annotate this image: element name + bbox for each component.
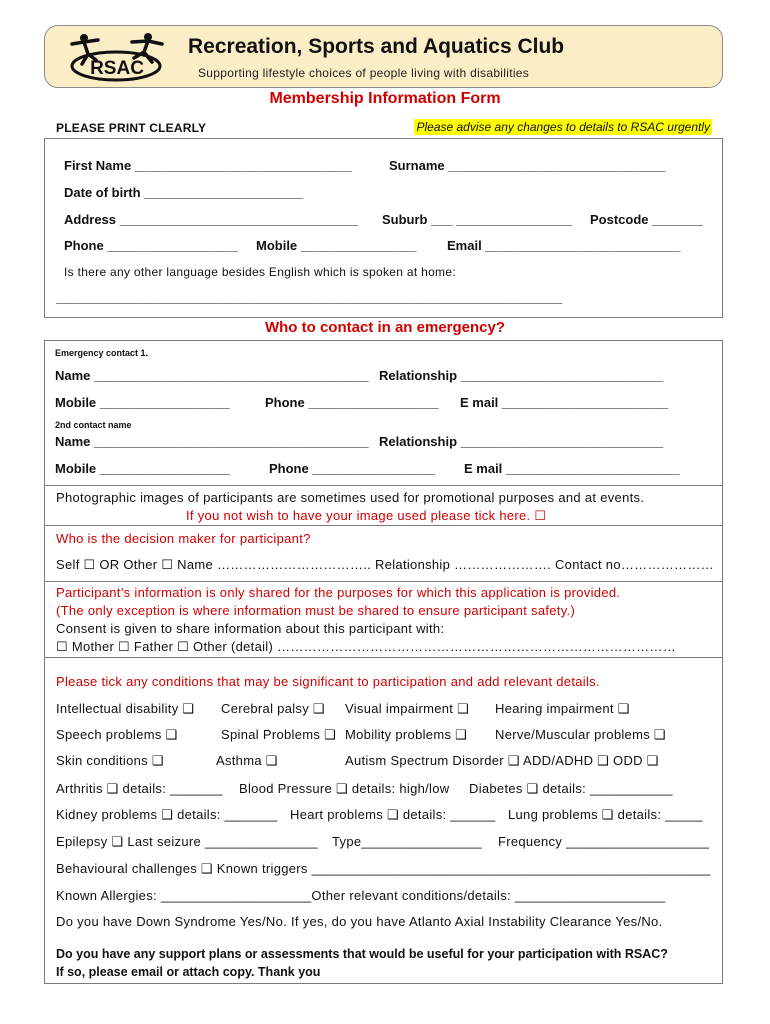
print-clearly-note: PLEASE PRINT CLEARLY xyxy=(56,121,207,135)
email-field[interactable]: Email ___________________________ xyxy=(447,238,681,253)
advise-note: Please advise any changes to details to RSAC urgently xyxy=(416,120,710,134)
emergency2-phone-field[interactable]: Phone _________________ xyxy=(269,461,436,476)
emergency2-relationship-field[interactable]: Relationship ____________________________ xyxy=(379,434,664,449)
emergency-contact2-label: 2nd contact name xyxy=(55,420,132,430)
condition-mobility[interactable]: Mobility problems ❑ xyxy=(345,727,468,742)
club-title: Recreation, Sports and Aquatics Club xyxy=(188,35,565,58)
emergency1-relationship-field[interactable]: Relationship ____________________________ xyxy=(379,368,664,383)
condition-diabetes[interactable]: Diabetes ❑ details: ___________ xyxy=(469,781,673,796)
emergency2-email-field[interactable]: E mail ________________________ xyxy=(464,461,680,476)
emergency1-mobile-field[interactable]: Mobile __________________ xyxy=(55,395,230,410)
decision-maker-question: Who is the decision maker for participant? xyxy=(56,531,311,546)
condition-blood-pressure[interactable]: Blood Pressure ❑ details: high/low xyxy=(239,781,450,796)
condition-skin[interactable]: Skin conditions ❑ xyxy=(56,753,164,768)
condition-lung[interactable]: Lung problems ❑ details: _____ xyxy=(508,807,703,822)
phone-field[interactable]: Phone __________________ xyxy=(64,238,238,253)
photo-consent-text: Photographic images of participants are sometimes used for promotional purposes and at events. xyxy=(56,490,645,505)
privacy-line-1: Participant’s information is only shared for the purposes for which this application is provided. xyxy=(56,585,621,600)
address-field[interactable]: Address _________________________________ xyxy=(64,212,359,227)
allergies-field[interactable]: Known Allergies: ____________________Other relevant conditions/details: ____________________ xyxy=(56,888,666,903)
language-field[interactable]: ______________________________________________________________________ xyxy=(56,290,563,305)
first-name-field[interactable]: First Name ______________________________ xyxy=(64,158,352,173)
support-plans-note: If so, please email or attach copy. Thank you xyxy=(56,965,321,979)
emergency-title: Who to contact in an emergency? xyxy=(264,319,506,336)
logo-text: RSAC xyxy=(90,58,144,79)
condition-kidney[interactable]: Kidney problems ❑ details: _______ xyxy=(56,807,278,822)
photo-optout-checkbox[interactable]: If you not wish to have your image used please tick here. ☐ xyxy=(186,508,547,523)
form-title: Membership Information Form xyxy=(269,90,501,107)
language-question: Is there any other language besides English which is spoken at home: xyxy=(64,265,456,279)
condition-autism-add-odd[interactable]: Autism Spectrum Disorder ❑ ADD/ADHD ❑ ODD ❑ xyxy=(345,753,659,768)
epilepsy-type-field[interactable]: Type________________ xyxy=(332,834,482,849)
condition-nerve-muscular[interactable]: Nerve/Muscular problems ❑ xyxy=(495,727,666,742)
consent-options[interactable]: ☐ Mother ☐ Father ☐ Other (detail) ……………………………………………………………………………… xyxy=(56,639,677,654)
emergency1-name-field[interactable]: Name ______________________________________ xyxy=(55,368,369,383)
decision-maker-fields[interactable]: Self ☐ OR Other ☐ Name …………………………….. Relationship …………………. Contact no………………… xyxy=(56,557,714,572)
condition-visual[interactable]: Visual impairment ❑ xyxy=(345,701,470,716)
suburb-field[interactable]: Suburb ___ ________________ xyxy=(382,212,573,227)
condition-speech[interactable]: Speech problems ❑ xyxy=(56,727,178,742)
emergency2-name-field[interactable]: Name ______________________________________ xyxy=(55,434,369,449)
condition-cerebral-palsy[interactable]: Cerebral palsy ❑ xyxy=(221,701,325,716)
condition-spinal[interactable]: Spinal Problems ❑ xyxy=(221,727,337,742)
condition-epilepsy[interactable]: Epilepsy ❑ Last seizure _______________ xyxy=(56,834,318,849)
epilepsy-frequency-field[interactable]: Frequency ___________________ xyxy=(498,834,710,849)
condition-intellectual[interactable]: Intellectual disability ❑ xyxy=(56,701,195,716)
condition-heart[interactable]: Heart problems ❑ details: ______ xyxy=(290,807,496,822)
mobile-field[interactable]: Mobile ________________ xyxy=(256,238,417,253)
condition-behavioural[interactable]: Behavioural challenges ❑ Known triggers _____________________________________________________ xyxy=(56,861,711,876)
conditions-intro: Please tick any conditions that may be significant to participation and add relevant details. xyxy=(56,674,600,689)
support-plans-question: Do you have any support plans or assessments that would be useful for your participation with RSAC? xyxy=(56,947,668,961)
club-subtitle: Supporting lifestyle choices of people living with disabilities xyxy=(198,66,530,80)
emergency2-mobile-field[interactable]: Mobile __________________ xyxy=(55,461,230,476)
dob-field[interactable]: Date of birth ______________________ xyxy=(64,185,304,200)
rsac-logo xyxy=(64,30,174,86)
condition-asthma[interactable]: Asthma ❑ xyxy=(216,753,278,768)
consent-line: Consent is given to share information about this participant with: xyxy=(56,621,445,636)
condition-hearing[interactable]: Hearing impairment ❑ xyxy=(495,701,630,716)
surname-field[interactable]: Surname ______________________________ xyxy=(389,158,666,173)
privacy-line-2: (The only exception is where information must be shared to ensure participant safety.) xyxy=(56,603,576,618)
emergency-contact1-label: Emergency contact 1. xyxy=(55,348,149,358)
emergency1-email-field[interactable]: E mail _______________________ xyxy=(460,395,669,410)
down-syndrome-question: Do you have Down Syndrome Yes/No. If yes, do you have Atlanto Axial Instability Clearance Yes/No. xyxy=(56,914,663,929)
condition-arthritis[interactable]: Arthritis ❑ details: _______ xyxy=(56,781,223,796)
postcode-field[interactable]: Postcode _______ xyxy=(590,212,703,227)
emergency1-phone-field[interactable]: Phone __________________ xyxy=(265,395,439,410)
